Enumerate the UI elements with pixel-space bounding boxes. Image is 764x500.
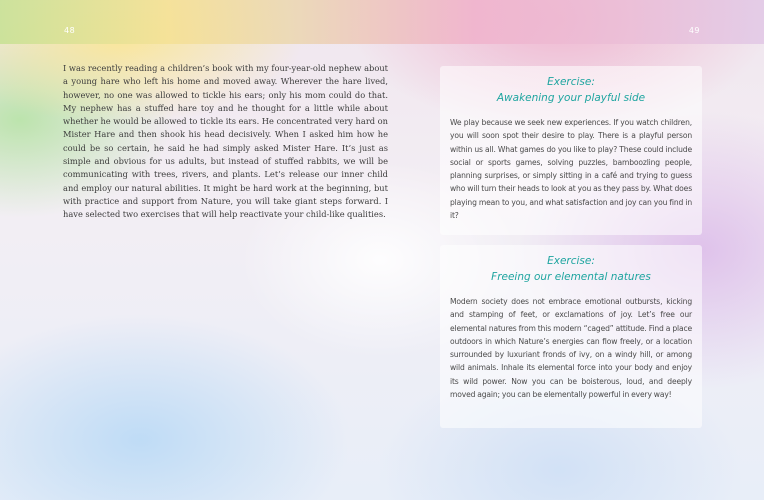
exercise-title: Awakening your playful side [496,92,646,104]
exercise-title: Freeing our elemental natures [491,271,651,283]
page-number-right: 49 [688,26,700,35]
exercise-label: Exercise: [547,255,595,267]
exercise-label: Exercise: [547,76,595,88]
exercise-body-text: We play because we seek new experiences. If you watch children, you will soon spot their desire to play. There is a playful person within us all. What games do you like to play? These could include social or sports games, solving puzzles, bamboozling people, planning surprises, or simply sitting in a café and trying to guess who will turn their heads to look at you as they pass by. What does playing mean to you, and what satisfaction and joy can you find in it? [450,118,692,221]
left-page-body-text: I was recently reading a children’s book with my four-year-old nephew about a young hare who left his home and moved away. Wherever the hare lived, however, no one was allowed to tickle his ears; only his mom could do that. My nephew has a stuffed hare toy and he thought for a little while about whether he would be allowed to tickle its ears. He concentrated very hard on Mister Hare and then shook his head decisively. When I asked him how he could be so certain, he said he had simply asked Mister Hare. It’s just as simple and obvious for us adults, but instead of stuffed rabbits, we will be communicating with trees, rivers, and plants. Let’s release our inner child and employ our natural abilities. It might be hard work at the beginning, but with practice and support from Nature, you will take giant steps forward. I have selected two exercises that will help reactivate your child-like qualities. [63,63,388,220]
decorative-header-band [0,0,764,44]
exercise-box-playful-side [440,66,702,235]
exercise-body-text: Modern society does not embrace emotional outbursts, kicking and stamping of feet, or exclamations of joy. Let’s free our elemental natures from this modern “caged” attitude. Find a place outdoors in which Nature’s energies can flow freely, or a location surrounded by luxuriant fronds of ivy, on a windy hill, or among wild animals. Inhale its elemental force into your body and enjoy its wild power. Now you can be boisterous, loud, and deeply moved again; you can be elementally powerful in every way! [450,297,692,400]
exercise-box-elemental-natures [440,245,702,428]
page-number-left: 48 [64,26,76,35]
